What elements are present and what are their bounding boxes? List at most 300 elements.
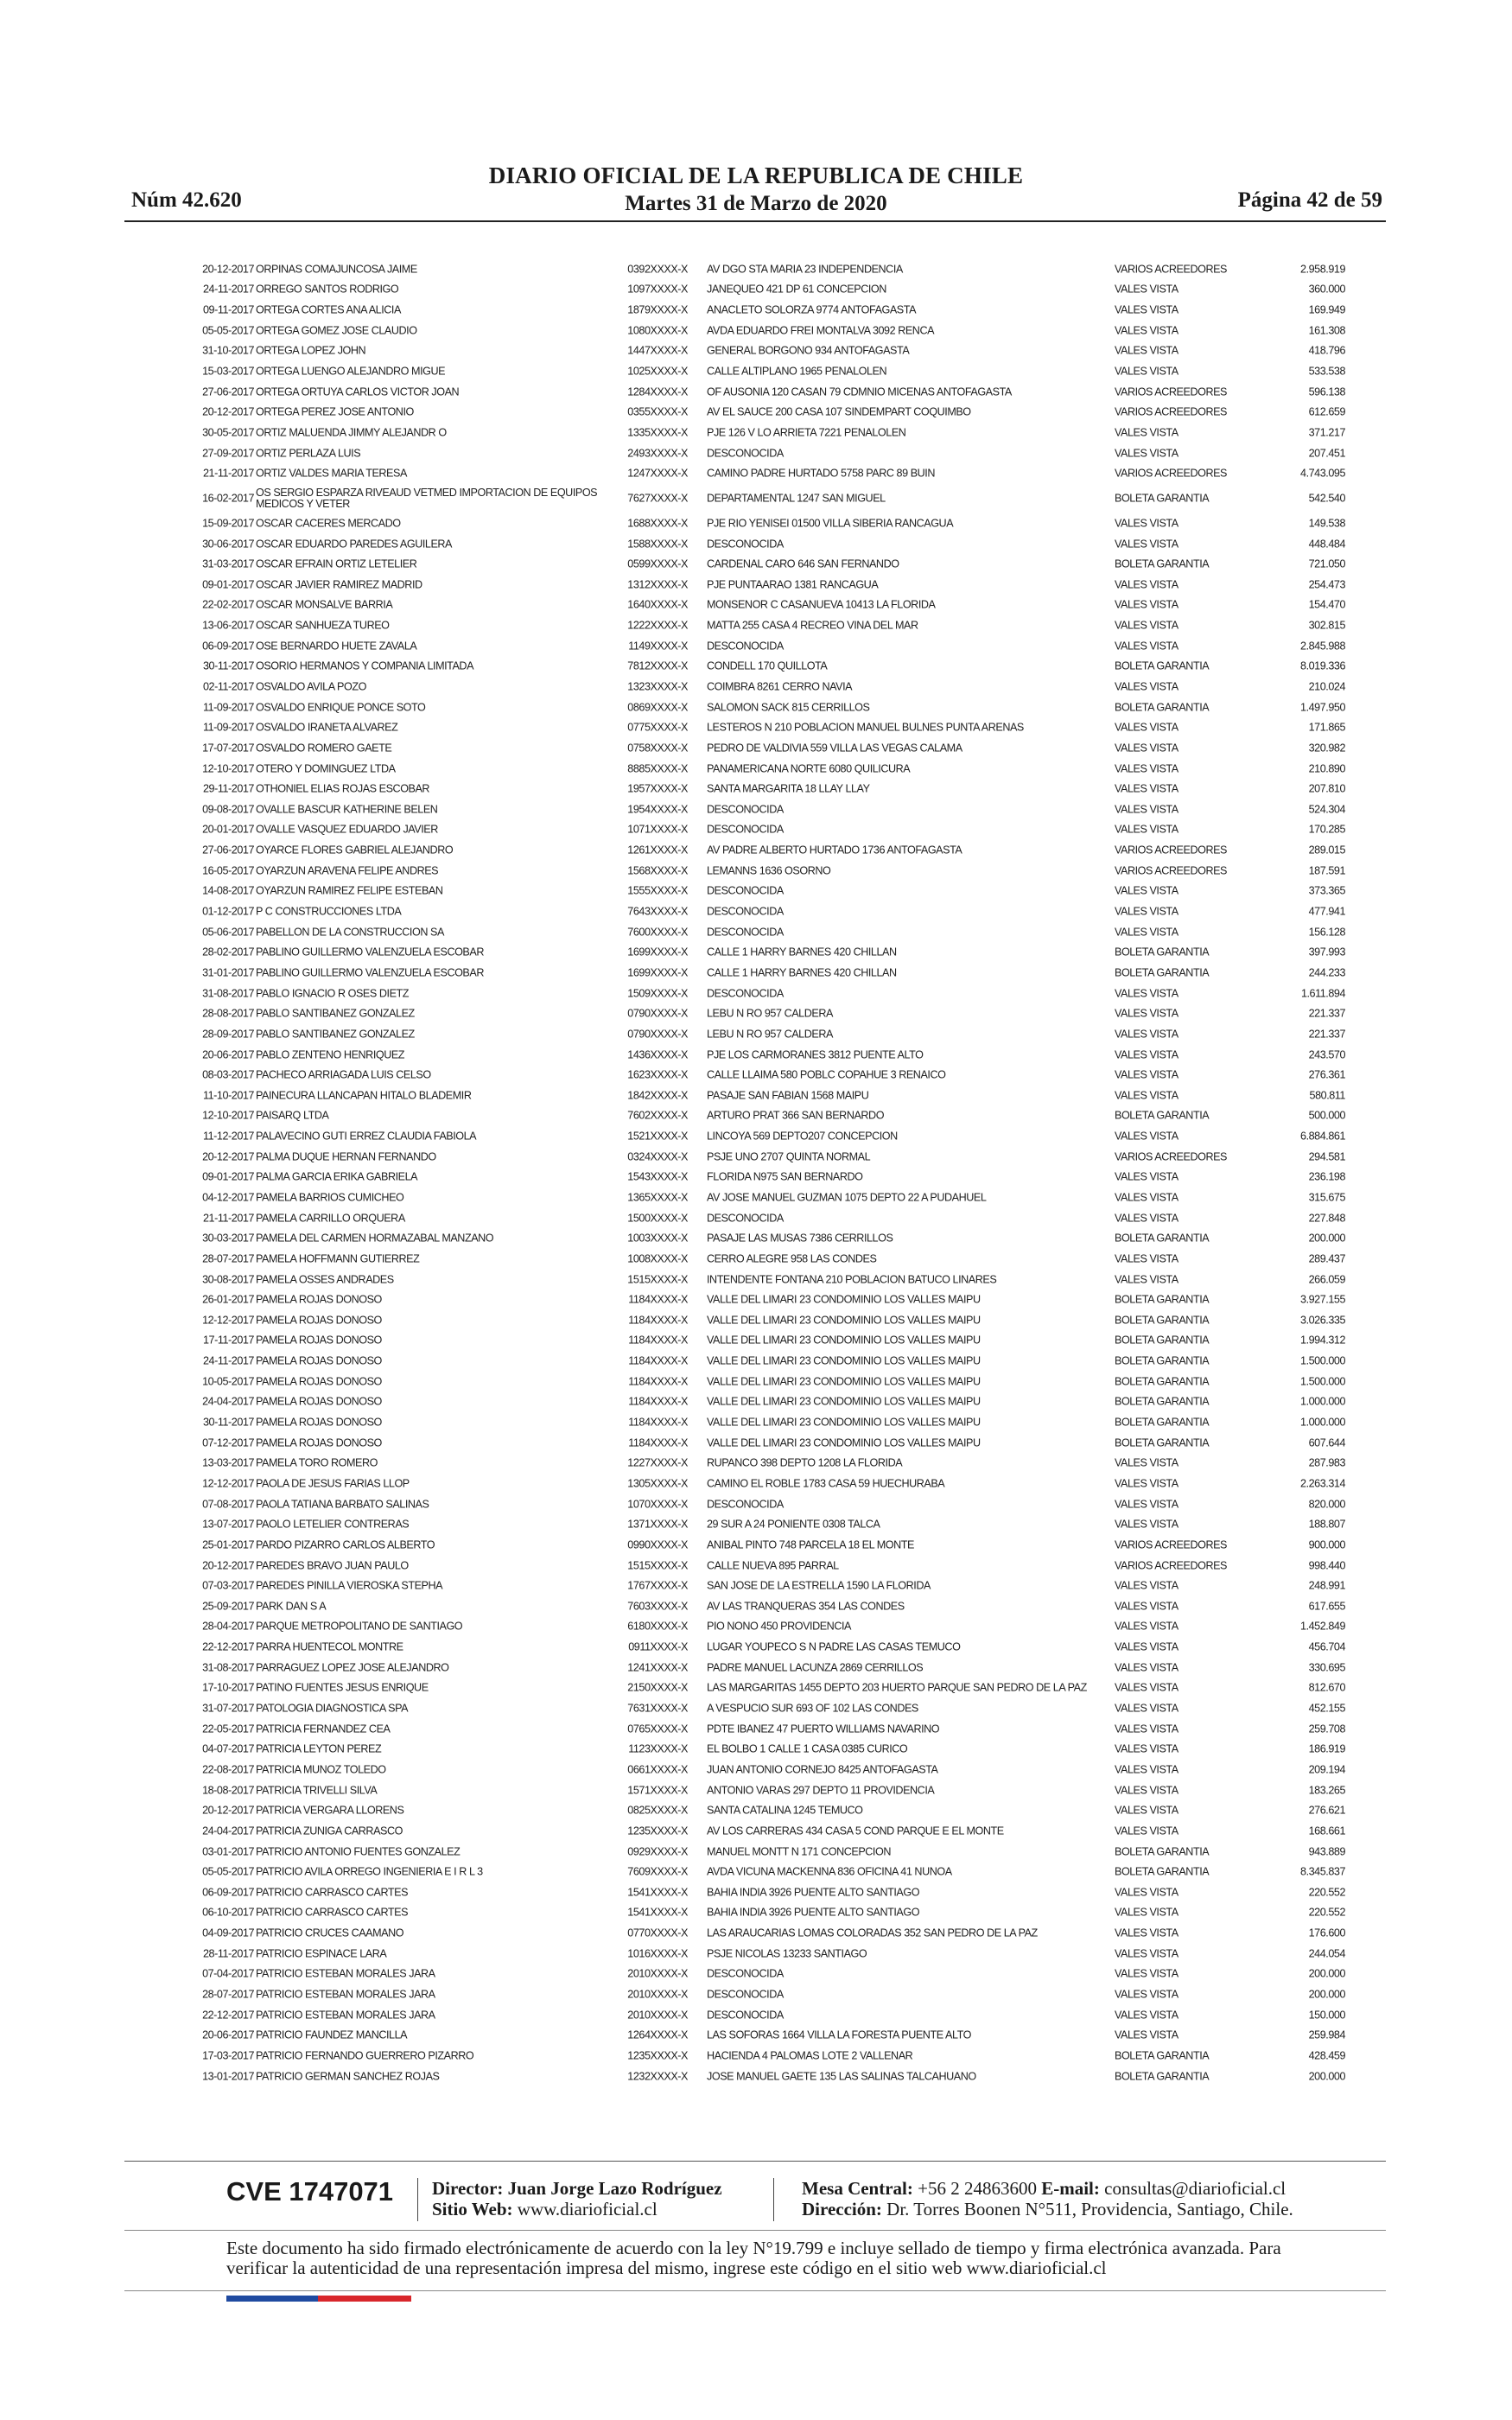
row-instrument-type: VALES VISTA — [1115, 1967, 1178, 1980]
site-link[interactable]: www.diarioficial.cl — [517, 2199, 658, 2219]
row-address: DESCONOCIDA — [707, 804, 784, 816]
row-rut: 0758XXXX-X — [627, 742, 688, 755]
row-address: DESCONOCIDA — [707, 824, 784, 836]
row-address: CALLE 1 HARRY BARNES 420 CHILLAN — [707, 967, 897, 979]
row-amount: 244.054 — [1308, 1947, 1345, 1960]
row-holder-name: OSVALDO ENRIQUE PONCE SOTO — [256, 701, 426, 714]
row-amount: 210.890 — [1308, 761, 1345, 774]
row-holder-name: PAMELA TORO ROMERO — [256, 1456, 378, 1469]
row-rut: 1070XXXX-X — [627, 1498, 688, 1510]
row-holder-name: PATRICIO AVILA ORREGO INGENIERIA E I R L 3 — [256, 1865, 483, 1878]
row-rut: 1071XXXX-X — [627, 823, 688, 836]
row-address: EL BOLBO 1 CALLE 1 CASA 0385 CURICO — [707, 1743, 908, 1755]
row-amount: 171.865 — [1308, 721, 1345, 734]
row-holder-name: PAMELA ROJAS DONOSO — [256, 1416, 382, 1429]
row-date: 17-03-2017 — [202, 2049, 254, 2062]
row-date: 22-12-2017 — [202, 2009, 254, 2022]
row-date: 04-07-2017 — [202, 1742, 254, 1755]
row-instrument-type: BOLETA GARANTIA — [1115, 1416, 1210, 1429]
row-date: 30-05-2017 — [202, 426, 254, 439]
row-address: 29 SUR A 24 PONIENTE 0308 TALCA — [707, 1519, 880, 1531]
row-amount: 596.138 — [1308, 385, 1345, 398]
row-date: 28-07-2017 — [202, 1988, 254, 2001]
row-rut: 1123XXXX-X — [628, 1742, 688, 1755]
row-amount: 1.000.000 — [1300, 1395, 1345, 1408]
row-rut: 1235XXXX-X — [627, 1825, 688, 1837]
row-amount: 221.337 — [1308, 1028, 1345, 1041]
row-address: CALLE ALTIPLANO 1965 PENALOLEN — [707, 366, 887, 378]
row-amount: 542.540 — [1308, 492, 1345, 505]
row-rut: 7627XXXX-X — [627, 492, 688, 505]
row-address: LAS SOFORAS 1664 VILLA LA FORESTA PUENTE ALTO — [707, 2029, 971, 2041]
row-holder-name: PABLO SANTIBANEZ GONZALEZ — [256, 1028, 415, 1041]
signature-note: Este documento ha sido firmado electrónicamente de acuerdo con la ley N°19.799 e incluye sellado de tiempo y firma electrónica avanzada. Para verificar la autenticidad de una representación impresa del mismo, ingrese este código en el sitio web www.diarioficial.cl — [226, 2238, 1281, 2278]
row-date: 31-10-2017 — [202, 344, 254, 357]
row-holder-name: PATRICIA TRIVELLI SILVA — [256, 1783, 378, 1796]
row-amount: 8.345.837 — [1300, 1865, 1345, 1878]
row-date: 04-12-2017 — [202, 1191, 254, 1204]
row-holder-name: PATRICIO ESPINACE LARA — [256, 1947, 387, 1960]
row-rut: 6180XXXX-X — [627, 1620, 688, 1633]
row-instrument-type: BOLETA GARANTIA — [1115, 1314, 1210, 1327]
director-label: Director: — [432, 2178, 504, 2199]
row-amount: 373.365 — [1308, 884, 1345, 897]
row-date: 01-12-2017 — [202, 905, 254, 918]
row-instrument-type: BOLETA GARANTIA — [1115, 1395, 1210, 1408]
row-address: PJE LOS CARMORANES 3812 PUENTE ALTO — [707, 1048, 924, 1060]
table-row — [0, 984, 1512, 1004]
row-amount: 289.015 — [1308, 844, 1345, 857]
row-holder-name: OTHONIEL ELIAS ROJAS ESCOBAR — [256, 782, 430, 795]
row-instrument-type: BOLETA GARANTIA — [1115, 1844, 1210, 1857]
row-holder-name: PATRICIO CARRASCO CARTES — [256, 1886, 409, 1899]
row-address: DESCONOCIDA — [707, 1968, 784, 1980]
row-amount: 1.000.000 — [1300, 1416, 1345, 1429]
row-date: 06-10-2017 — [202, 1906, 254, 1919]
row-amount: 3.927.155 — [1300, 1293, 1345, 1306]
row-date: 27-06-2017 — [202, 844, 254, 857]
row-amount: 302.815 — [1308, 619, 1345, 632]
row-holder-name: PATRICIO ANTONIO FUENTES GONZALEZ — [256, 1844, 461, 1857]
row-date: 28-11-2017 — [203, 1947, 254, 1960]
row-holder-name: PAMELA ROJAS DONOSO — [256, 1354, 382, 1367]
row-rut: 1335XXXX-X — [627, 426, 688, 439]
email-label: E-mail: — [1041, 2178, 1100, 2199]
row-date: 28-09-2017 — [202, 1028, 254, 1041]
row-address: LEMANNS 1636 OSORNO — [707, 865, 831, 877]
row-address: AV PADRE ALBERTO HURTADO 1736 ANTOFAGASTA — [707, 844, 962, 857]
row-holder-name: PAMELA CARRILLO ORQUERA — [256, 1212, 405, 1225]
row-amount: 533.538 — [1308, 365, 1345, 378]
issue-date: Martes 31 de Marzo de 2020 — [625, 192, 887, 215]
row-date: 15-03-2017 — [202, 365, 254, 378]
row-date: 09-11-2017 — [203, 303, 254, 316]
table-row — [0, 1412, 1512, 1433]
footer-divider-bottom — [124, 2290, 1386, 2291]
row-amount: 500.000 — [1308, 1109, 1345, 1122]
row-address: DESCONOCIDA — [707, 1989, 784, 2001]
row-date: 12-12-2017 — [202, 1477, 254, 1490]
row-holder-name: OVALLE BASCUR KATHERINE BELEN — [256, 803, 438, 816]
row-amount: 161.308 — [1308, 324, 1345, 337]
table-row — [0, 1147, 1512, 1168]
row-date: 20-12-2017 — [202, 263, 254, 276]
row-amount: 187.591 — [1308, 864, 1345, 877]
row-address: VALLE DEL LIMARI 23 CONDOMINIO LOS VALLES MAIPU — [707, 1396, 981, 1408]
row-rut: 1261XXXX-X — [627, 844, 688, 857]
table-row — [0, 321, 1512, 341]
row-holder-name: OSVALDO AVILA POZO — [256, 680, 366, 693]
row-address: DESCONOCIDA — [707, 640, 784, 653]
row-rut: 1365XXXX-X — [627, 1191, 688, 1204]
row-instrument-type: VALES VISTA — [1115, 1191, 1178, 1204]
row-instrument-type: VARIOS ACREEDORES — [1115, 467, 1227, 480]
row-amount: 900.000 — [1308, 1538, 1345, 1551]
row-amount: 200.000 — [1308, 1232, 1345, 1245]
row-amount: 276.361 — [1308, 1068, 1345, 1081]
row-address: INTENDENTE FONTANA 210 POBLACION BATUCO LINARES — [707, 1273, 997, 1285]
cve-code: CVE 1747071 — [226, 2176, 394, 2207]
row-instrument-type: VALES VISTA — [1115, 1130, 1178, 1143]
row-holder-name: PARQUE METROPOLITANO DE SANTIAGO — [256, 1620, 463, 1633]
row-address: PSJE UNO 2707 QUINTA NORMAL — [707, 1151, 871, 1163]
row-instrument-type: BOLETA GARANTIA — [1115, 1334, 1210, 1347]
table-row — [0, 1045, 1512, 1066]
row-address: MONSENOR C CASANUEVA 10413 LA FLORIDA — [707, 599, 936, 611]
table-row — [0, 1903, 1512, 1924]
row-address: LUGAR YOUPECO S N PADRE LAS CASAS TEMUCO — [707, 1641, 961, 1653]
row-holder-name: ORTEGA LOPEZ JOHN — [256, 344, 366, 357]
row-holder-name: PABLO SANTIBANEZ GONZALEZ — [256, 1007, 415, 1020]
email-link[interactable]: consultas@diarioficial.cl — [1104, 2178, 1286, 2199]
table-row — [0, 423, 1512, 443]
table-row — [0, 341, 1512, 362]
row-instrument-type: VALES VISTA — [1115, 1456, 1178, 1469]
issue-number: Núm 42.620 — [131, 188, 242, 212]
row-date: 11-09-2017 — [203, 721, 254, 734]
table-row — [0, 2025, 1512, 2046]
row-address: DESCONOCIDA — [707, 1213, 784, 1225]
row-rut: 0869XXXX-X — [627, 701, 688, 714]
row-address: PEDRO DE VALDIVIA 559 VILLA LAS VEGAS CALAMA — [707, 742, 962, 755]
row-rut: 1699XXXX-X — [627, 966, 688, 979]
row-holder-name: PAINECURA LLANCAPAN HITALO BLADEMIR — [256, 1089, 472, 1102]
row-holder-name: PABLINO GUILLERMO VALENZUELA ESCOBAR — [256, 946, 484, 958]
row-rut: 1184XXXX-X — [628, 1395, 688, 1408]
row-rut: 1555XXXX-X — [627, 884, 688, 897]
table-row — [0, 1372, 1512, 1392]
row-rut: 0775XXXX-X — [627, 721, 688, 734]
row-date: 17-11-2017 — [203, 1334, 254, 1347]
row-date: 27-09-2017 — [202, 446, 254, 459]
row-instrument-type: VALES VISTA — [1115, 1702, 1178, 1715]
row-date: 20-12-2017 — [202, 1558, 254, 1571]
row-amount: 428.459 — [1308, 2049, 1345, 2062]
row-instrument-type: VALES VISTA — [1115, 344, 1178, 357]
row-address: PDTE IBANEZ 47 PUERTO WILLIAMS NAVARINO — [707, 1723, 940, 1735]
row-rut: 1235XXXX-X — [627, 2049, 688, 2062]
row-amount: 607.644 — [1308, 1436, 1345, 1449]
row-date: 07-08-2017 — [202, 1498, 254, 1510]
row-holder-name: PATRICIA LEYTON PEREZ — [256, 1742, 382, 1755]
row-date: 13-03-2017 — [202, 1456, 254, 1469]
contact-block — [802, 2178, 1293, 2219]
row-date: 06-09-2017 — [202, 640, 254, 653]
row-holder-name: OSCAR SANHUEZA TUREO — [256, 619, 390, 632]
table-row — [0, 2067, 1512, 2087]
row-address: LINCOYA 569 DEPTO207 CONCEPCION — [707, 1130, 898, 1143]
row-rut: 0911XXXX-X — [628, 1640, 688, 1653]
row-holder-name: PAMELA DEL CARMEN HORMAZABAL MANZANO — [256, 1232, 494, 1245]
row-holder-name: PAMELA BARRIOS CUMICHEO — [256, 1191, 404, 1204]
row-rut: 1447XXXX-X — [627, 344, 688, 357]
row-date: 05-05-2017 — [202, 1865, 254, 1878]
table-row — [0, 1188, 1512, 1208]
row-date: 31-08-2017 — [202, 1661, 254, 1674]
row-instrument-type: VALES VISTA — [1115, 446, 1178, 459]
table-row — [0, 1965, 1512, 1985]
row-instrument-type: VALES VISTA — [1115, 1477, 1178, 1490]
row-rut: 1509XXXX-X — [627, 986, 688, 999]
row-instrument-type: VARIOS ACREEDORES — [1115, 864, 1227, 877]
table-row — [0, 963, 1512, 984]
row-rut: 1305XXXX-X — [627, 1477, 688, 1490]
table-row — [0, 554, 1512, 575]
row-holder-name: PATRICIO FAUNDEZ MANCILLA — [256, 2028, 408, 2041]
row-instrument-type: VARIOS ACREEDORES — [1115, 1538, 1227, 1551]
row-holder-name: P C CONSTRUCCIONES LTDA — [256, 905, 402, 918]
row-amount: 200.000 — [1308, 1967, 1345, 1980]
row-date: 10-05-2017 — [202, 1375, 254, 1388]
table-row — [0, 922, 1512, 943]
row-date: 13-07-2017 — [202, 1518, 254, 1531]
row-amount: 220.552 — [1308, 1906, 1345, 1919]
row-address: AV EL SAUCE 200 CASA 107 SINDEMPART COQUIMBO — [707, 406, 971, 418]
row-rut: 7609XXXX-X — [627, 1865, 688, 1878]
row-address: ARTURO PRAT 366 SAN BERNARDO — [707, 1110, 885, 1122]
row-date: 17-07-2017 — [202, 742, 254, 755]
row-date: 18-08-2017 — [202, 1783, 254, 1796]
row-amount: 2.845.988 — [1300, 640, 1345, 653]
row-instrument-type: VALES VISTA — [1115, 1068, 1178, 1081]
row-instrument-type: VALES VISTA — [1115, 1252, 1178, 1265]
row-holder-name: OVALLE VASQUEZ EDUARDO JAVIER — [256, 823, 438, 836]
row-rut: 8885XXXX-X — [627, 761, 688, 774]
table-row — [0, 443, 1512, 464]
row-amount: 169.949 — [1308, 303, 1345, 316]
table-row — [0, 1024, 1512, 1045]
row-holder-name: PAMELA ROJAS DONOSO — [256, 1436, 382, 1449]
row-address: PASAJE LAS MUSAS 7386 CERRILLOS — [707, 1232, 893, 1245]
row-rut: 1588XXXX-X — [627, 537, 688, 550]
row-rut: 1241XXXX-X — [627, 1661, 688, 1674]
row-rut: 1184XXXX-X — [628, 1436, 688, 1449]
row-instrument-type: VALES VISTA — [1115, 926, 1178, 939]
row-amount: 6.884.861 — [1300, 1130, 1345, 1143]
row-rut: 1842XXXX-X — [627, 1089, 688, 1102]
row-address: DESCONOCIDA — [707, 1499, 784, 1510]
row-address: ANACLETO SOLORZA 9774 ANTOFAGASTA — [707, 304, 917, 316]
row-amount: 330.695 — [1308, 1661, 1345, 1674]
row-rut: 1184XXXX-X — [628, 1293, 688, 1306]
row-instrument-type: VALES VISTA — [1115, 782, 1178, 795]
row-address: LESTEROS N 210 POBLACION MANUEL BULNES PUNTA ARENAS — [707, 722, 1024, 734]
row-holder-name: OSE BERNARDO HUETE ZAVALA — [256, 640, 417, 653]
row-address: CAMINO PADRE HURTADO 5758 PARC 89 BUIN — [707, 468, 935, 480]
table-row — [0, 901, 1512, 922]
table-row — [0, 697, 1512, 718]
row-date: 20-06-2017 — [202, 2028, 254, 2041]
row-amount: 254.473 — [1308, 578, 1345, 591]
row-date: 24-04-2017 — [202, 1395, 254, 1408]
row-holder-name: ORTEGA GOMEZ JOSE CLAUDIO — [256, 324, 417, 337]
mesa-label: Mesa Central: — [802, 2178, 913, 2199]
row-address: COIMBRA 8261 CERRO NAVIA — [707, 681, 853, 693]
row-address: LEBU N RO 957 CALDERA — [707, 1028, 833, 1041]
row-holder-name: PACHECO ARRIAGADA LUIS CELSO — [256, 1068, 431, 1081]
row-instrument-type: VALES VISTA — [1115, 303, 1178, 316]
row-amount: 200.000 — [1308, 1988, 1345, 2001]
row-address: DESCONOCIDA — [707, 927, 784, 939]
row-holder-name: ORTIZ MALUENDA JIMMY ALEJANDR O — [256, 426, 447, 439]
row-amount: 1.500.000 — [1300, 1354, 1345, 1367]
row-rut: 7602XXXX-X — [627, 1109, 688, 1122]
row-rut: 1957XXXX-X — [627, 782, 688, 795]
row-amount: 371.217 — [1308, 426, 1345, 439]
row-date: 31-08-2017 — [202, 986, 254, 999]
row-holder-name: OYARCE FLORES GABRIEL ALEJANDRO — [256, 844, 454, 857]
row-instrument-type: VALES VISTA — [1115, 365, 1178, 378]
row-rut: 0790XXXX-X — [627, 1007, 688, 1020]
row-rut: 1371XXXX-X — [627, 1518, 688, 1531]
row-address: CAMINO EL ROBLE 1783 CASA 59 HUECHURABA — [707, 1478, 945, 1490]
row-date: 09-01-2017 — [202, 1170, 254, 1183]
row-date: 17-10-2017 — [202, 1681, 254, 1694]
footer-divider-top — [124, 2161, 1386, 2162]
newspaper-title: DIARIO OFICIAL DE LA REPUBLICA DE CHILE — [488, 162, 1024, 188]
table-row — [0, 677, 1512, 697]
table-row — [0, 882, 1512, 902]
row-instrument-type: BOLETA GARANTIA — [1115, 2049, 1210, 2062]
row-holder-name: ORTIZ VALDES MARIA TERESA — [256, 467, 407, 480]
row-address: PSJE NICOLAS 13233 SANTIAGO — [707, 1948, 867, 1960]
row-instrument-type: VALES VISTA — [1115, 1763, 1178, 1776]
row-date: 20-12-2017 — [202, 1150, 254, 1163]
table-row — [0, 1065, 1512, 1086]
row-rut: 1222XXXX-X — [627, 619, 688, 632]
row-rut: 1500XXXX-X — [627, 1212, 688, 1225]
table-row — [0, 1514, 1512, 1535]
row-holder-name: PAREDES PINILLA VIEROSKA STEPHA — [256, 1579, 443, 1592]
row-instrument-type: VALES VISTA — [1115, 517, 1178, 530]
row-amount: 287.983 — [1308, 1456, 1345, 1469]
row-rut: 1016XXXX-X — [627, 1947, 688, 1960]
row-amount: 207.451 — [1308, 446, 1345, 459]
row-address: LAS ARAUCARIAS LOMAS COLORADAS 352 SAN PEDRO DE LA PAZ — [707, 1927, 1038, 1939]
row-date: 22-05-2017 — [202, 1723, 254, 1735]
row-date: 25-01-2017 — [202, 1538, 254, 1551]
row-instrument-type: VALES VISTA — [1115, 1640, 1178, 1653]
table-row — [0, 1698, 1512, 1719]
row-address: DEPARTAMENTAL 1247 SAN MIGUEL — [707, 493, 886, 505]
row-instrument-type: VALES VISTA — [1115, 578, 1178, 591]
row-address: PJE PUNTAARAO 1381 RANCAGUA — [707, 579, 879, 591]
row-holder-name: OSCAR JAVIER RAMIREZ MADRID — [256, 578, 422, 591]
row-instrument-type: VALES VISTA — [1115, 1926, 1178, 1939]
row-instrument-type: VALES VISTA — [1115, 1272, 1178, 1285]
row-date: 05-05-2017 — [202, 324, 254, 337]
row-rut: 7603XXXX-X — [627, 1600, 688, 1613]
row-date: 16-05-2017 — [202, 864, 254, 877]
row-address: RUPANCO 398 DEPTO 1208 LA FLORIDA — [707, 1457, 903, 1469]
table-row — [0, 1658, 1512, 1678]
row-holder-name: PARK DAN S A — [256, 1600, 327, 1613]
row-address: CALLE NUEVA 895 PARRAL — [707, 1559, 839, 1571]
row-holder-name: PATRICIO ESTEBAN MORALES JARA — [256, 1967, 435, 1980]
row-instrument-type: VALES VISTA — [1115, 1212, 1178, 1225]
row-address: CALLE LLAIMA 580 POBLC COPAHUE 3 RENAICO — [707, 1069, 946, 1081]
footer-separator — [417, 2178, 418, 2221]
row-instrument-type: VALES VISTA — [1115, 803, 1178, 816]
row-date: 02-11-2017 — [203, 680, 254, 693]
row-instrument-type: VALES VISTA — [1115, 2028, 1178, 2041]
table-row — [0, 943, 1512, 964]
row-date: 30-03-2017 — [202, 1232, 254, 1245]
row-amount: 276.621 — [1308, 1804, 1345, 1817]
row-amount: 209.194 — [1308, 1763, 1345, 1776]
row-rut: 1232XXXX-X — [627, 2069, 688, 2082]
table-row — [0, 1923, 1512, 1944]
row-rut: 1640XXXX-X — [627, 598, 688, 611]
row-amount: 820.000 — [1308, 1498, 1345, 1510]
row-holder-name: OSCAR MONSALVE BARRIA — [256, 598, 393, 611]
header-divider — [124, 220, 1386, 222]
table-row — [0, 657, 1512, 678]
row-amount: 580.811 — [1309, 1089, 1345, 1102]
row-address: CONDELL 170 QUILLOTA — [707, 660, 828, 672]
flag-bar-red — [318, 2296, 411, 2302]
row-rut: 1623XXXX-X — [627, 1068, 688, 1081]
row-instrument-type: BOLETA GARANTIA — [1115, 557, 1210, 570]
row-address: PJE RIO YENISEI 01500 VILLA SIBERIA RANCAGUA — [707, 518, 954, 530]
row-holder-name: PAMELA ROJAS DONOSO — [256, 1375, 382, 1388]
row-address: MANUEL MONTT N 171 CONCEPCION — [707, 1845, 891, 1857]
row-holder-name: OSVALDO IRANETA ALVAREZ — [256, 721, 398, 734]
table-row — [0, 1003, 1512, 1024]
row-instrument-type: VALES VISTA — [1115, 721, 1178, 734]
table-row — [0, 1126, 1512, 1147]
row-instrument-type: BOLETA GARANTIA — [1115, 659, 1210, 672]
row-date: 28-07-2017 — [202, 1252, 254, 1265]
row-amount: 210.024 — [1308, 680, 1345, 693]
row-date: 24-11-2017 — [203, 1354, 254, 1367]
row-date: 07-12-2017 — [202, 1436, 254, 1449]
row-holder-name: ORTIZ PERLAZA LUIS — [256, 446, 361, 459]
row-holder-name: PABLO ZENTENO HENRIQUEZ — [256, 1048, 405, 1060]
row-amount: 721.050 — [1308, 557, 1345, 570]
table-row — [0, 1882, 1512, 1903]
row-date: 06-09-2017 — [202, 1886, 254, 1899]
row-holder-name: OYARZUN ARAVENA FELIPE ANDRES — [256, 864, 439, 877]
row-holder-name: PAOLO LETELIER CONTRERAS — [256, 1518, 410, 1531]
row-address: VALLE DEL LIMARI 23 CONDOMINIO LOS VALLES MAIPU — [707, 1294, 981, 1306]
row-date: 25-09-2017 — [202, 1600, 254, 1613]
director-block — [432, 2178, 722, 2219]
row-address: DESCONOCIDA — [707, 906, 784, 918]
row-holder-name: PATRICIO ESTEBAN MORALES JARA — [256, 2009, 435, 2022]
row-holder-name: PALAVECINO GUTI ERREZ CLAUDIA FABIOLA — [256, 1130, 477, 1143]
row-instrument-type: VARIOS ACREEDORES — [1115, 844, 1227, 857]
